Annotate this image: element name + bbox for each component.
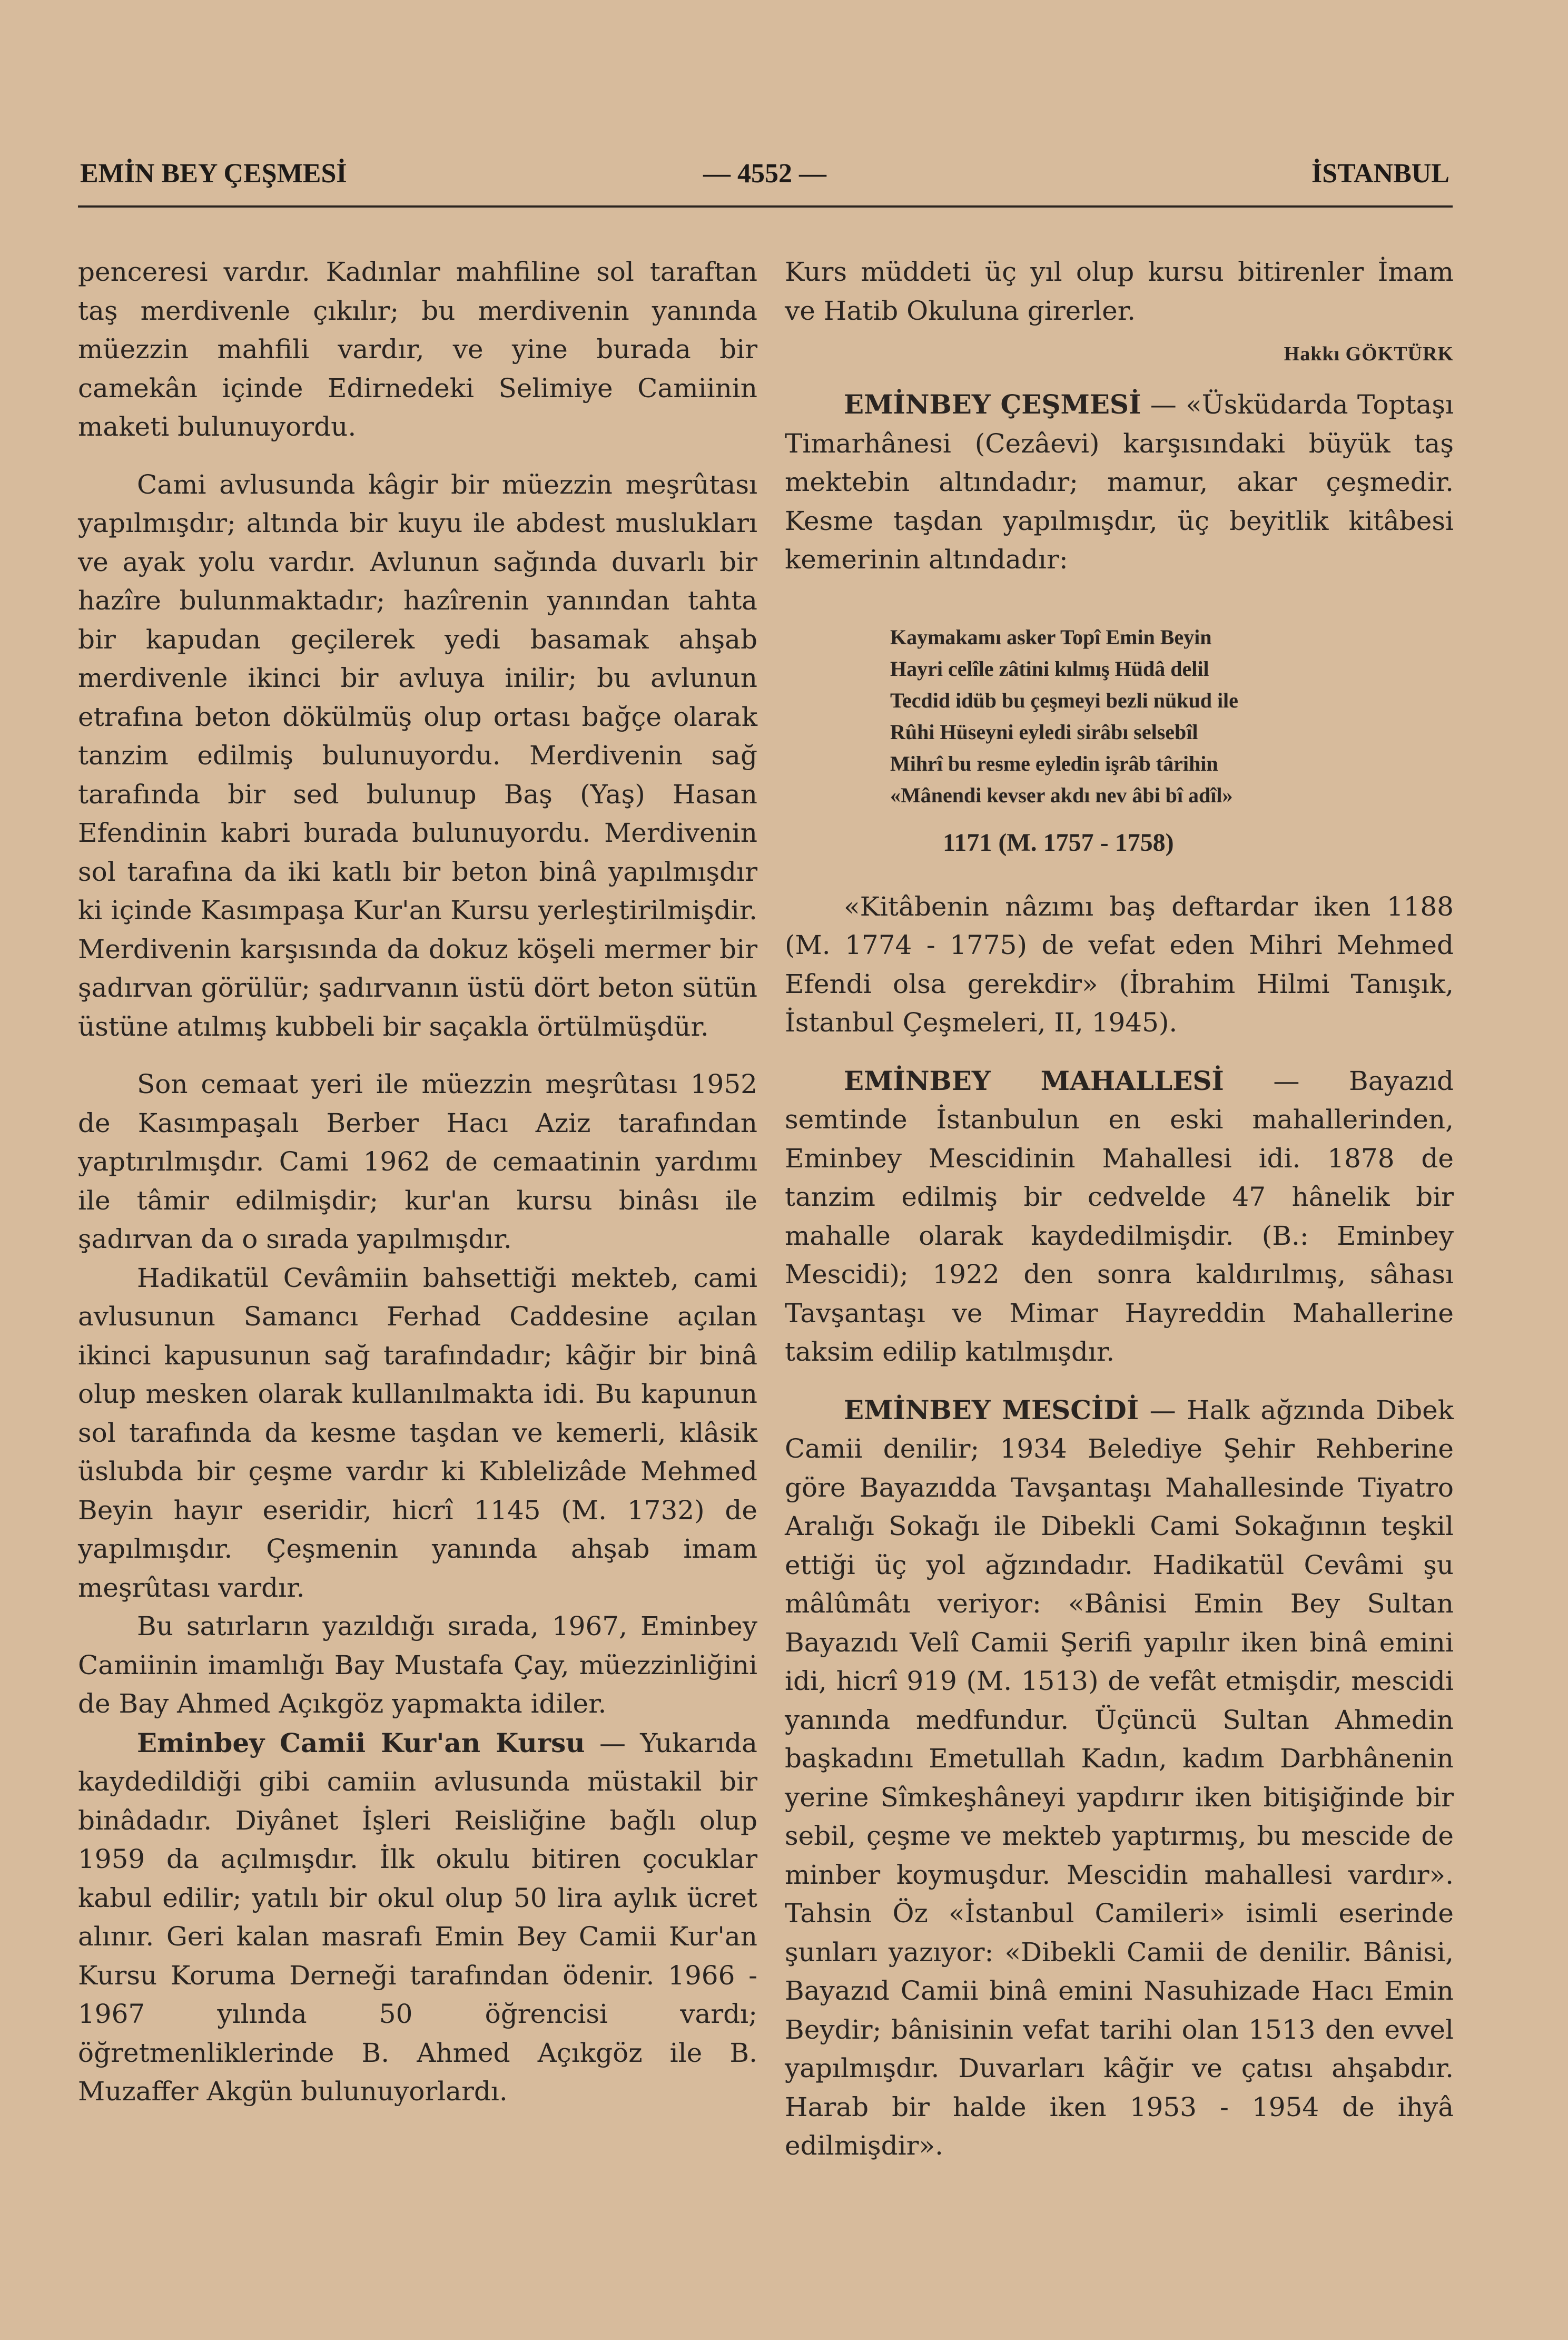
inscription-poem: [890, 622, 1454, 811]
mescidi-paragraph: [785, 1391, 1454, 2166]
entry-heading: EMİNBEY MAHALLESİ: [844, 1065, 1224, 1096]
entry-text: — Bayazıd semtinde İstanbulun en eski mahallerinden, Eminbey Mescidinin Mahallesi idi. 1878 de tanzim edilmiş bir cedvelde 47 hânelik bir mahalle olarak kaydedilmişdir. (B.: Eminbey Mescidi); 1922 den sonra kaldırılmış, sâhası Tavşantaşı ve Mimar Hayreddin Mahallerine taksim edilip katılmışdır.: [785, 1065, 1454, 1367]
poem-line: «Mânendi kevser akdı nev âbi bî adîl»: [890, 783, 1233, 807]
poem-line: Tecdid idüb bu çeşmeyi bezli nükud ile: [890, 688, 1238, 712]
author-signature: Hakkı GÖKTÜRK: [1284, 343, 1454, 365]
header-city: İSTANBUL: [1311, 159, 1449, 189]
entry-text: — «Üsküdarda Toptaşı Timarhânesi (Cezâevi) karşısındaki büyük taş mektebin altındadır; mamur, akar çeşmedir. Kesme taşdan yapılmışdır, üç beyitlik kitâbesi kemerinin altındadır:: [785, 389, 1454, 575]
entry-heading: EMİNBEY MESCİDİ: [844, 1394, 1139, 1425]
poem-line: Hayri celîle zâtini kılmış Hüdâ delil: [890, 656, 1209, 681]
paragraph: penceresi vardır. Kadınlar mahfiline sol taraftan taş merdivenle çıkılır; bu merdivenin yanında müezzin mahfili vardır, ve yine burada bir camekân içinde Edirnedeki Selimiye Camiinin maketi bulunuyordu.: [78, 257, 757, 442]
entry-heading: Eminbey Camii Kur'an Kursu: [137, 1727, 585, 1758]
poem-line: Kaymakamı asker Topî Emin Beyin: [890, 625, 1212, 649]
paragraph: Hadikatül Cevâmiin bahsettiği mekteb, cami avlusunun Samancı Ferhad Caddesine açılan ikinci kapusunun sağ tarafındadır; kâğir bir binâ olup mesken olarak kullanılmakta idi. Bu kapunun sol tarafında da kesme taşdan ve kemerli, klâsik üslubda bir çeşme vardır ki Kıblelizâde Mehmed Beyin hayır eseridir, hicrî 1145 (M. 1732) de yapılmışdır. Çeşmenin yanında ahşab imam meşrûtası vardır.: [78, 1262, 757, 1603]
left-column: [78, 253, 757, 2111]
header-entry-title: EMİN BEY ÇEŞMESİ: [80, 159, 347, 189]
paragraph: Bu satırların yazıldığı sırada, 1967, Eminbey Camiinin imamlığı Bay Mustafa Çay, müezzinliğini de Bay Ahmed Açıkgöz yapmakta idiler.: [78, 1611, 757, 1719]
page-header: [80, 158, 1449, 200]
kuran-kursu-paragraph: [78, 1724, 757, 2111]
entry-heading: EMİNBEY ÇEŞMESİ: [844, 389, 1141, 420]
entry-text: — Halk ağzında Dibek Camii denilir; 1934 Belediye Şehir Rehberine göre Bayazıdda Tavşantaşı Mahallesinde Tiyatro Aralığı Sokağı ile Dibekli Cami Sokağının teşkil ettiği üç yol ağzındadır. Hadikatül Cevâmi şu mâlûmâtı veriyor: «Bânisi Emin Bey Sultan Bayazıdı Velî Camii Şerifi yapılır iken binâ emini idi, hicrî 919 (M. 1513) de vefât etmişdir, mescidi yanında medfundur. Üçüncü Sultan Ahmedin başkadını Emetullah Kadın, kadım Darbhânenin yerine Sîmkeşhâneyi yapdırır iken bitişiğinde bir sebil, çeşme ve mekteb yaptırmış, bu mescide de minber koymuşdur. Mescidin mahallesi vardır». Tahsin Öz «İstanbul Camileri» isimli eserinde şunları yazıyor: «Dibekli Camii de denilir. Bânisi, Bayazıd Camii binâ emini Nasuhizade Hacı Emin Beydir; bânisinin vefat tarihi olan 1513 den evvel yapılmışdır. Duvarları kâğir ve çatısı ahşabdır. Harab bir halde iken 1953 - 1954 de ihyâ edilmişdir».: [785, 1394, 1454, 2161]
page-number: — 4552 —: [703, 159, 826, 189]
poem-line: Rûhi Hüseyni eyledi sirâbı selsebîl: [890, 720, 1198, 744]
inscription-date: 1171 (M. 1757 - 1758): [943, 828, 1174, 857]
mahallesi-paragraph: [785, 1061, 1454, 1372]
paragraph: Kurs müddeti üç yıl olup kursu bitirenler İmam ve Hatib Okuluna girerler.: [785, 257, 1454, 326]
poem-line: Mihrî bu resme eyledin işrâb târihin: [890, 751, 1218, 775]
right-column: [785, 253, 1454, 2166]
paragraph: Son cemaat yeri ile müezzin meşrûtası 1952 de Kasımpaşalı Berber Hacı Aziz tarafından yaptırılmışdır. Cami 1962 de cemaatinin yardımı ile tâmir edilmişdir; kur'an kursu binâsı ile şadırvan da o sırada yapılmışdır.: [78, 1069, 757, 1254]
entry-text: — Yukarıda kaydedildiği gibi camiin avlusunda müstakil bir binâdadır. Diyânet İşleri Reisliğine bağlı olup 1959 da açılmışdır. İlk okulu bitiren çocuklar kabul edilir; yatılı bir okul olup 50 lira aylık ücret alınır. Geri kalan masrafı Emin Bey Camii Kur'an Kursu Koruma Derneği tarafından ödenir. 1966 - 1967 yılında 50 öğrencisi vardı; öğretmenliklerinde B. Ahmed Açıkgöz ile B. Muzaffer Akgün bulunuyorlardı.: [78, 1727, 757, 2107]
header-rule: [78, 205, 1453, 208]
paragraph: «Kitâbenin nâzımı baş deftardar iken 1188 (M. 1774 - 1775) de vefat eden Mihri Mehmed Efendi olsa gerekdir» (İbrahim Hilmi Tanışık, İstanbul Çeşmeleri, II, 1945).: [785, 891, 1454, 1038]
paragraph: Cami avlusunda kâgir bir müezzin meşrûtası yapılmışdır; altında bir kuyu ile abdest muslukları ve ayak yolu vardır. Avlunun sağında duvarlı bir hazîre bulunmaktadır; hazîrenin yanından tahta bir kapudan geçilerek yedi basamak ahşab merdivenle ikinci bir avluya inilir; bu avlunun etrafına beton dökülmüş olup ortası bağçe olarak tanzim edilmiş bulunuyordu. Merdivenin sağ tarafında bir sed bulunup Baş (Yaş) Hasan Efendinin kabri burada bulunuyordu. Merdivenin sol tarafına da iki katlı bir beton binâ yapılmışdır ki içinde Kasımpaşa Kur'an Kursu yerleştirilmişdir. Merdivenin karşısında da dokuz köşeli mermer bir şadırvan görülür; şadırvanın üstü dört beton sütün üstüne atılmış kubbeli bir saçakla örtülmüşdür.: [78, 469, 757, 1042]
cesme-paragraph: [785, 385, 1454, 579]
